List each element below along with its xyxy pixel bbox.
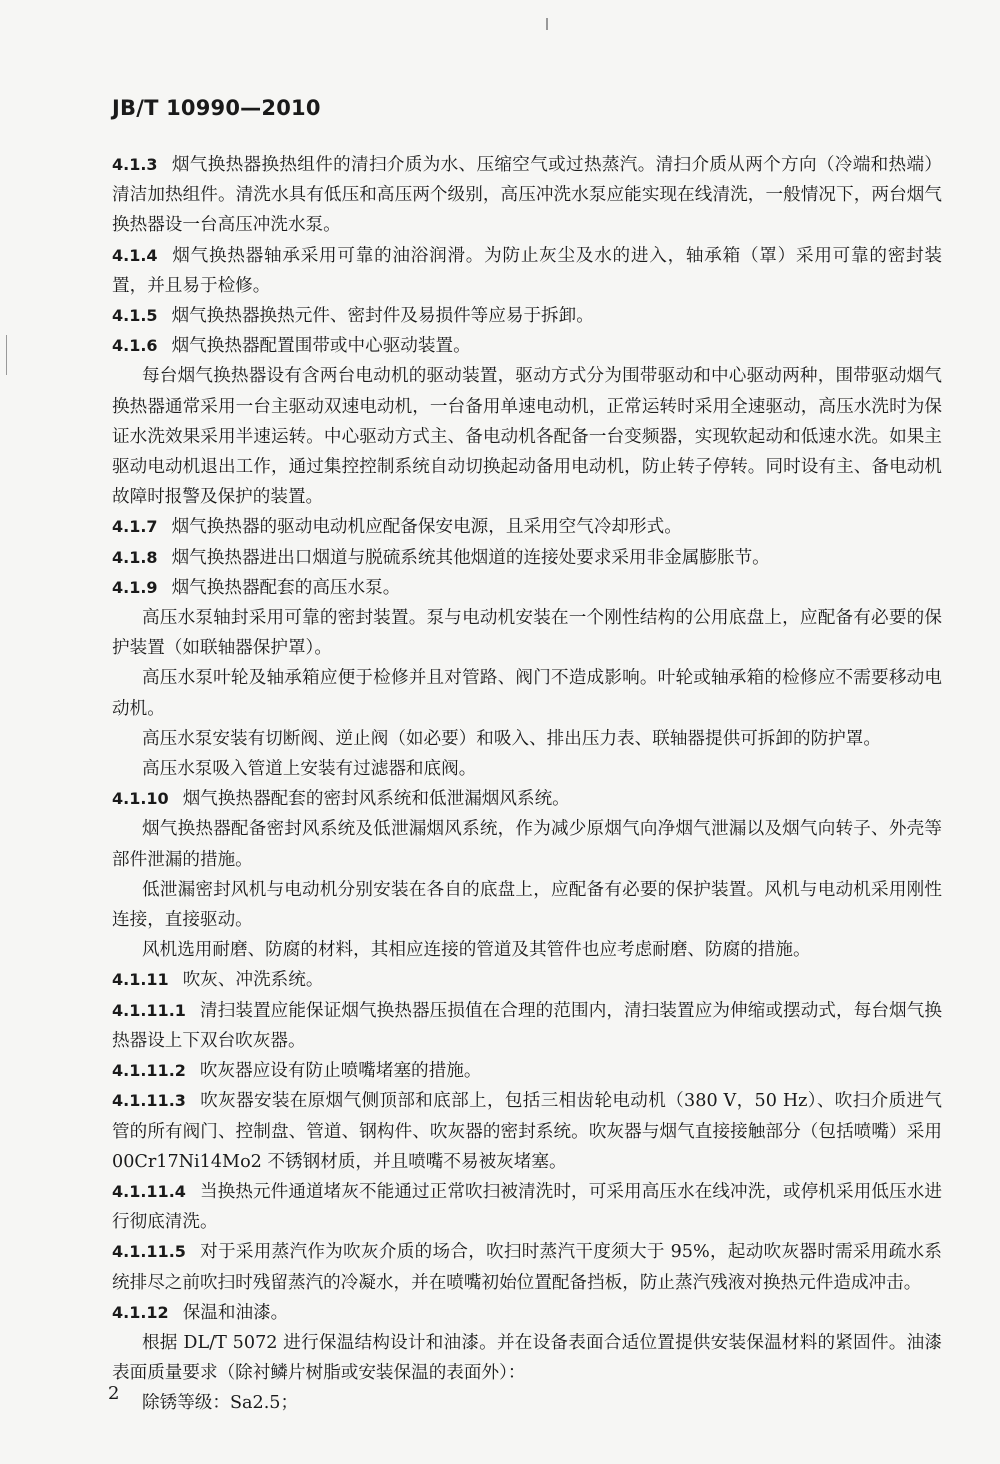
- page-number: 2: [108, 1383, 120, 1404]
- clause-text: 烟气换热器的驱动电动机应配备保安电源，且采用空气冷却形式。: [171, 517, 682, 538]
- body-paragraph: [112, 724, 942, 754]
- clause-text: 高压水泵轴封采用可靠的密封装置。泵与电动机安装在一个刚性结构的公用底盘上，应配备有必要的保护装置（如联轴器保护罩）。: [112, 608, 942, 659]
- clause-number: 4.1.6: [112, 336, 158, 356]
- clause-text: 根据 DL/T 5072 进行保温结构设计和油漆。并在设备表面合适位置提供安装保温材料的紧固件。油漆表面质量要求（除衬鳞片树脂或安装保温的表面外）：: [112, 1332, 942, 1384]
- clause-text: 烟气换热器配置围带或中心驱动装置。: [171, 336, 471, 357]
- clause-number: 4.1.8: [112, 547, 158, 567]
- clause-text: 吹灰器应设有防止喷嘴堵塞的措施。: [199, 1061, 482, 1082]
- clause-text: 当换热元件通道堵灰不能通过正常吹扫被清洗时，可采用高压水在线冲洗，或停机采用低压水进行彻底清洗。: [112, 1181, 942, 1233]
- clause-text: 烟气换热器换热元件、密封件及易损件等应易于拆卸。: [171, 306, 594, 327]
- clause-text: 吹灰、冲洗系统。: [182, 970, 324, 991]
- clause-number: 4.1.11.1: [112, 1000, 186, 1020]
- clause-text: 每台烟气换热器设有含两台电动机的驱动装置，驱动方式分为围带驱动和中心驱动两种，围带驱动烟气换热器通常采用一台主驱动双速电动机，一台备用单速电动机，正常运转时采用全速驱动，高压水洗时为保证水洗效果采用半速运转。中心驱动方式主、备电动机各配备一台变频器，实现软起动和低速水洗。如果主驱动电动机退出工作，通过集控控制系统自动切换起动备用电动机，防止转子停转。同时设有主、备电动机故障时报警及保护的装置。: [112, 366, 942, 508]
- clause-text: 低泄漏密封风机与电动机分别安装在各自的底盘上，应配备有必要的保护装置。风机与电动机采用刚性连接，直接驱动。: [112, 879, 942, 931]
- clause-text: 烟气换热器配套的密封风系统和低泄漏烟风系统。: [182, 789, 570, 810]
- clause-number: 4.1.5: [112, 306, 158, 326]
- clause-text: 高压水泵叶轮及轴承箱应便于检修并且对管路、阀门不造成影响。叶轮或轴承箱的检修应不需要移动电动机。: [112, 668, 942, 719]
- clause-paragraph: [112, 331, 942, 361]
- clause-paragraph: [112, 1177, 942, 1237]
- body-paragraph: [112, 1388, 942, 1418]
- scan-mark-top: [546, 18, 548, 30]
- clause-number: 4.1.7: [112, 517, 158, 537]
- clause-paragraph: [112, 784, 942, 814]
- clause-paragraph: [112, 241, 942, 301]
- clause-paragraph: [112, 573, 942, 603]
- clause-number: 4.1.3: [112, 155, 158, 174]
- scan-mark-left: [6, 335, 7, 375]
- clause-paragraph: [112, 1237, 942, 1297]
- clause-text: 烟气换热器配套的高压水泵。: [171, 577, 401, 598]
- clause-text: 吹灰器安装在原烟气侧顶部和底部上，包括三相齿轮电动机（380 V，50 Hz）、吹扫介质进气管的所有阀门、控制盘、管道、钢构件、吹灰器的密封系统。吹灰器与烟气直接接触部分（包括喷嘴）采用 00Cr17Ni14Mo2 不锈钢材质，并且喷嘴不易被灰堵塞。: [112, 1091, 942, 1172]
- clause-text: 烟气换热器进出口烟道与脱硫系统其他烟道的连接处要求采用非金属膨胀节。: [171, 547, 770, 568]
- body-paragraph: [112, 361, 942, 512]
- clause-paragraph: [112, 1056, 942, 1086]
- clause-paragraph: [112, 1298, 942, 1328]
- clause-number: 4.1.9: [112, 577, 158, 597]
- clause-text: 高压水泵吸入管道上安装有过滤器和底阀。: [142, 759, 477, 780]
- body-paragraph: [112, 663, 942, 723]
- clause-text: 对于采用蒸汽作为吹灰介质的场合，吹扫时蒸汽干度须大于 95%，起动吹灰器时需采用疏水系统排尽之前吹扫时残留蒸汽的冷凝水，并在喷嘴初始位置配备挡板，防止蒸汽残液对换热元件造成冲击。: [112, 1242, 942, 1293]
- clause-number: 4.1.11: [112, 970, 169, 990]
- clause-text: 高压水泵安装有切断阀、逆止阀（如必要）和吸入、排出压力表、联轴器提供可拆卸的防护罩。: [142, 728, 881, 749]
- body-paragraph: [112, 603, 942, 663]
- clause-number: 4.1.11.5: [112, 1242, 186, 1262]
- clause-number: 4.1.4: [112, 245, 158, 265]
- clause-text: 清扫装置应能保证烟气换热器压损值在合理的范围内，清扫装置应为伸缩或摆动式，每台烟气换热器设上下双台吹灰器。: [112, 1000, 942, 1051]
- clause-text: 除锈等级：Sa2.5；: [142, 1393, 299, 1414]
- clause-number: 4.1.11.2: [112, 1061, 186, 1081]
- clause-paragraph: [112, 512, 942, 542]
- body-paragraph: [112, 814, 942, 874]
- clause-paragraph: [112, 1086, 942, 1177]
- clause-number: 4.1.10: [112, 789, 169, 809]
- clause-number: 4.1.12: [112, 1302, 169, 1322]
- body-paragraph: [112, 875, 942, 935]
- clause-text: 烟气换热器轴承采用可靠的油浴润滑。为防止灰尘及水的进入，轴承箱（罩）采用可靠的密封装置，并且易于检修。: [112, 245, 942, 296]
- clause-paragraph: [112, 150, 942, 241]
- body-paragraph: [112, 935, 942, 965]
- body-paragraph: [112, 754, 942, 784]
- clause-text: 烟气换热器配备密封风系统及低泄漏烟风系统，作为减少原烟气向净烟气泄漏以及烟气向转子、外壳等部件泄漏的措施。: [112, 819, 942, 870]
- clause-text: 保温和油漆。: [182, 1302, 289, 1323]
- clause-paragraph: [112, 543, 942, 573]
- clause-paragraph: [112, 301, 942, 331]
- body-text: [112, 150, 942, 1419]
- clause-text: 烟气换热器换热组件的清扫介质为水、压缩空气或过热蒸汽。清扫介质从两个方向（冷端和热端）清洁加热组件。清洗水具有低压和高压两个级别，高压冲洗水泵应能实现在线清洗，一般情况下，两台烟气换热器设一台高压冲洗水泵。: [112, 155, 942, 236]
- clause-paragraph: [112, 965, 942, 995]
- clause-number: 4.1.11.3: [112, 1091, 186, 1111]
- standard-code-header: JB/T 10990—2010: [112, 96, 321, 120]
- body-paragraph: [112, 1328, 942, 1388]
- clause-text: 风机选用耐磨、防腐的材料，其相应连接的管道及其管件也应考虑耐磨、防腐的措施。: [142, 940, 811, 961]
- clause-paragraph: [112, 996, 942, 1056]
- clause-number: 4.1.11.4: [112, 1181, 186, 1201]
